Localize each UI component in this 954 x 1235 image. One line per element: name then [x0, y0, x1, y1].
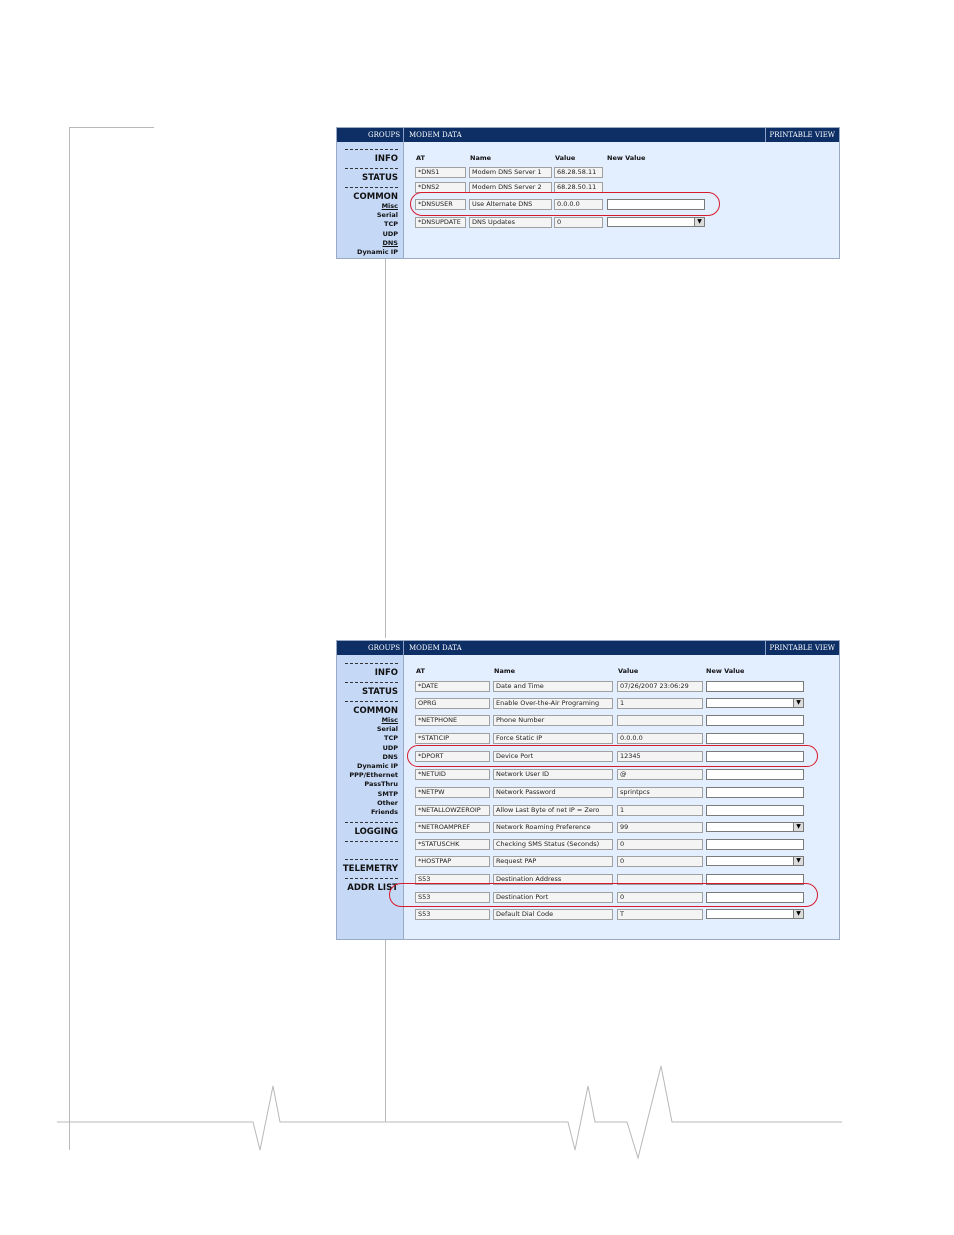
sidebar-divider — [345, 663, 398, 664]
sidebar-subitem-misc[interactable]: Misc — [381, 716, 398, 724]
at-command-cell: *STATUSCHK — [415, 839, 490, 850]
at-command-cell: *DNS2 — [415, 182, 466, 193]
at-command-cell: *NETPW — [415, 787, 490, 798]
sidebar-item-logging[interactable]: LOGGING — [354, 827, 398, 838]
at-command-cell: OPRG — [415, 698, 490, 709]
value-cell: sprintpcs — [617, 787, 703, 798]
chevron-down-icon[interactable]: ▼ — [793, 910, 803, 918]
name-cell: Network Roaming Preference — [493, 822, 613, 833]
chevron-down-icon[interactable]: ▼ — [694, 218, 704, 226]
value-cell: T — [617, 909, 703, 920]
sidebar-subitem-passthru[interactable]: PassThru — [364, 780, 398, 789]
new-value-input[interactable] — [706, 787, 804, 798]
name-cell: Destination Port — [493, 892, 613, 903]
value-cell: 99 — [617, 822, 703, 833]
value-cell: 0 — [554, 217, 603, 228]
groups-tab[interactable]: GROUPS — [337, 641, 404, 655]
name-cell: Checking SMS Status (Seconds) — [493, 839, 613, 850]
sidebar-subitem-ppp-ethernet[interactable]: PPP/Ethernet — [349, 771, 398, 780]
groups-tab[interactable]: GROUPS — [337, 128, 404, 142]
at-command-cell: *DNSUSER — [415, 199, 466, 210]
at-command-cell: *NETUID — [415, 769, 490, 780]
value-cell: 0 — [617, 856, 703, 867]
sidebar-divider — [345, 878, 398, 879]
new-value-dropdown[interactable] — [706, 856, 804, 866]
at-command-cell: *DPORT — [415, 751, 490, 762]
value-cell: 12345 — [617, 751, 703, 762]
modem-data-title: MODEM DATA — [409, 131, 462, 139]
at-command-cell: *NETPHONE — [415, 715, 490, 726]
column-header-value: Value — [618, 667, 639, 675]
new-value-input[interactable] — [706, 769, 804, 780]
column-header-new-value: New Value — [607, 154, 646, 162]
name-cell: Default Dial Code — [493, 909, 613, 920]
at-command-cell: *DNS1 — [415, 167, 466, 178]
at-command-cell: S53 — [415, 892, 490, 903]
name-cell: Device Port — [493, 751, 613, 762]
new-value-input[interactable] — [706, 715, 804, 726]
name-cell: Use Alternate DNS — [469, 199, 552, 210]
sidebar-item-info[interactable]: INFO — [374, 154, 398, 164]
name-cell: DNS Updates — [469, 217, 552, 228]
sidebar-subitem-udp[interactable]: UDP — [382, 743, 398, 752]
sidebar-divider — [345, 168, 398, 169]
new-value-input[interactable] — [706, 805, 804, 816]
highlight-oval — [410, 192, 720, 216]
column-header-new-value: New Value — [706, 667, 745, 675]
value-cell: 0 — [617, 839, 703, 850]
name-cell: Allow Last Byte of net IP = Zero — [493, 805, 613, 816]
chevron-down-icon[interactable]: ▼ — [793, 823, 803, 831]
sidebar-divider — [345, 822, 398, 823]
value-cell: 68.28.58.11 — [554, 167, 603, 178]
sidebar-item-addr-list[interactable]: ADDR LIST — [347, 883, 398, 894]
sidebar-divider — [345, 149, 398, 150]
column-header-name: Name — [494, 667, 516, 675]
sidebar-subitem-other[interactable]: Other — [377, 798, 398, 807]
printable-view-link[interactable]: PRINTABLE VIEW — [765, 128, 839, 142]
new-value-input[interactable] — [706, 839, 804, 850]
column-header-value: Value — [555, 154, 576, 162]
sidebar-subitem-dns[interactable]: DNS — [382, 238, 398, 247]
value-cell: 0.0.0.0 — [554, 199, 603, 210]
panel-top-bar — [337, 641, 839, 655]
sidebar-divider — [345, 859, 398, 860]
value-cell: 07/26/2007 23:06:29 — [617, 681, 703, 692]
sidebar-item-telemetry[interactable]: TELEMETRY — [342, 864, 398, 875]
new-value-dropdown[interactable] — [607, 217, 705, 227]
name-cell: Force Static IP — [493, 733, 613, 744]
name-cell: Network User ID — [493, 769, 613, 780]
sidebar-subitem-serial[interactable]: Serial — [376, 211, 398, 220]
name-cell: Destination Address — [493, 874, 613, 885]
value-cell: 1 — [617, 698, 703, 709]
sidebar-item-common[interactable]: COMMON — [353, 192, 398, 202]
sidebar-subitem-tcp[interactable]: TCP — [384, 734, 398, 743]
sidebar-divider — [345, 682, 398, 683]
new-value-dropdown[interactable] — [706, 698, 804, 708]
sidebar-item-status[interactable]: STATUS — [361, 173, 398, 183]
value-cell: @ — [617, 769, 703, 780]
sidebar-subitem-friends[interactable]: Friends — [370, 808, 398, 817]
name-cell: Modem DNS Server 2 — [469, 182, 552, 193]
chevron-down-icon[interactable]: ▼ — [793, 857, 803, 865]
sidebar-subitem-dns[interactable]: DNS — [382, 752, 398, 761]
new-value-input[interactable] — [706, 681, 804, 692]
sidebar-divider — [345, 187, 398, 188]
sidebar-subitem-serial[interactable]: Serial — [376, 725, 398, 734]
value-cell: 0 — [617, 892, 703, 903]
at-command-cell: *NETROAMPREF — [415, 822, 490, 833]
at-command-cell: *HOSTPAP — [415, 856, 490, 867]
sidebar-item-info[interactable]: INFO — [374, 668, 398, 678]
printable-view-link[interactable]: PRINTABLE VIEW — [765, 641, 839, 655]
sidebar-subitem-misc[interactable]: Misc — [381, 202, 398, 210]
sidebar-subitem-dynamic-ip[interactable]: Dynamic IP — [357, 762, 398, 771]
sidebar-subitem-smtp[interactable]: SMTP — [377, 789, 398, 798]
highlight-oval — [389, 883, 818, 907]
sidebar-subitem-tcp[interactable]: TCP — [384, 220, 398, 229]
new-value-dropdown[interactable] — [706, 822, 804, 832]
panel-top-bar — [337, 128, 839, 142]
column-header-name: Name — [470, 154, 492, 162]
name-cell: Enable Over-the-Air Programing — [493, 698, 613, 709]
at-command-cell: *NETALLOWZEROIP — [415, 805, 490, 816]
new-value-input[interactable] — [706, 733, 804, 744]
sidebar-item-status[interactable]: STATUS — [361, 687, 398, 697]
value-cell: 1 — [617, 805, 703, 816]
chevron-down-icon[interactable]: ▼ — [793, 699, 803, 707]
value-cell: 68.28.50.11 — [554, 182, 603, 193]
name-cell: Modem DNS Server 1 — [469, 167, 552, 178]
new-value-dropdown[interactable] — [706, 909, 804, 919]
sidebar-divider — [345, 701, 398, 702]
column-header-at: AT — [416, 667, 425, 675]
at-command-cell: *STATICIP — [415, 733, 490, 744]
name-cell: Phone Number — [493, 715, 613, 726]
sidebar-item-common[interactable]: COMMON — [353, 706, 398, 716]
name-cell: Network Password — [493, 787, 613, 798]
sidebar-subitem-dynamic-ip[interactable]: Dynamic IP — [357, 248, 398, 257]
at-command-cell: S53 — [415, 874, 490, 885]
value-cell — [617, 715, 703, 726]
name-cell: Date and Time — [493, 681, 613, 692]
name-cell: Request PAP — [493, 856, 613, 867]
column-header-at: AT — [416, 154, 425, 162]
value-cell: 0.0.0.0 — [617, 733, 703, 744]
at-command-cell: S53 — [415, 909, 490, 920]
highlight-oval — [407, 745, 818, 767]
sidebar-divider — [345, 841, 398, 842]
at-command-cell: *DATE — [415, 681, 490, 692]
sidebar-subitem-udp[interactable]: UDP — [382, 229, 398, 238]
at-command-cell: *DNSUPDATE — [415, 217, 466, 228]
modem-data-title: MODEM DATA — [409, 644, 462, 652]
groups-sidebar — [337, 142, 404, 258]
